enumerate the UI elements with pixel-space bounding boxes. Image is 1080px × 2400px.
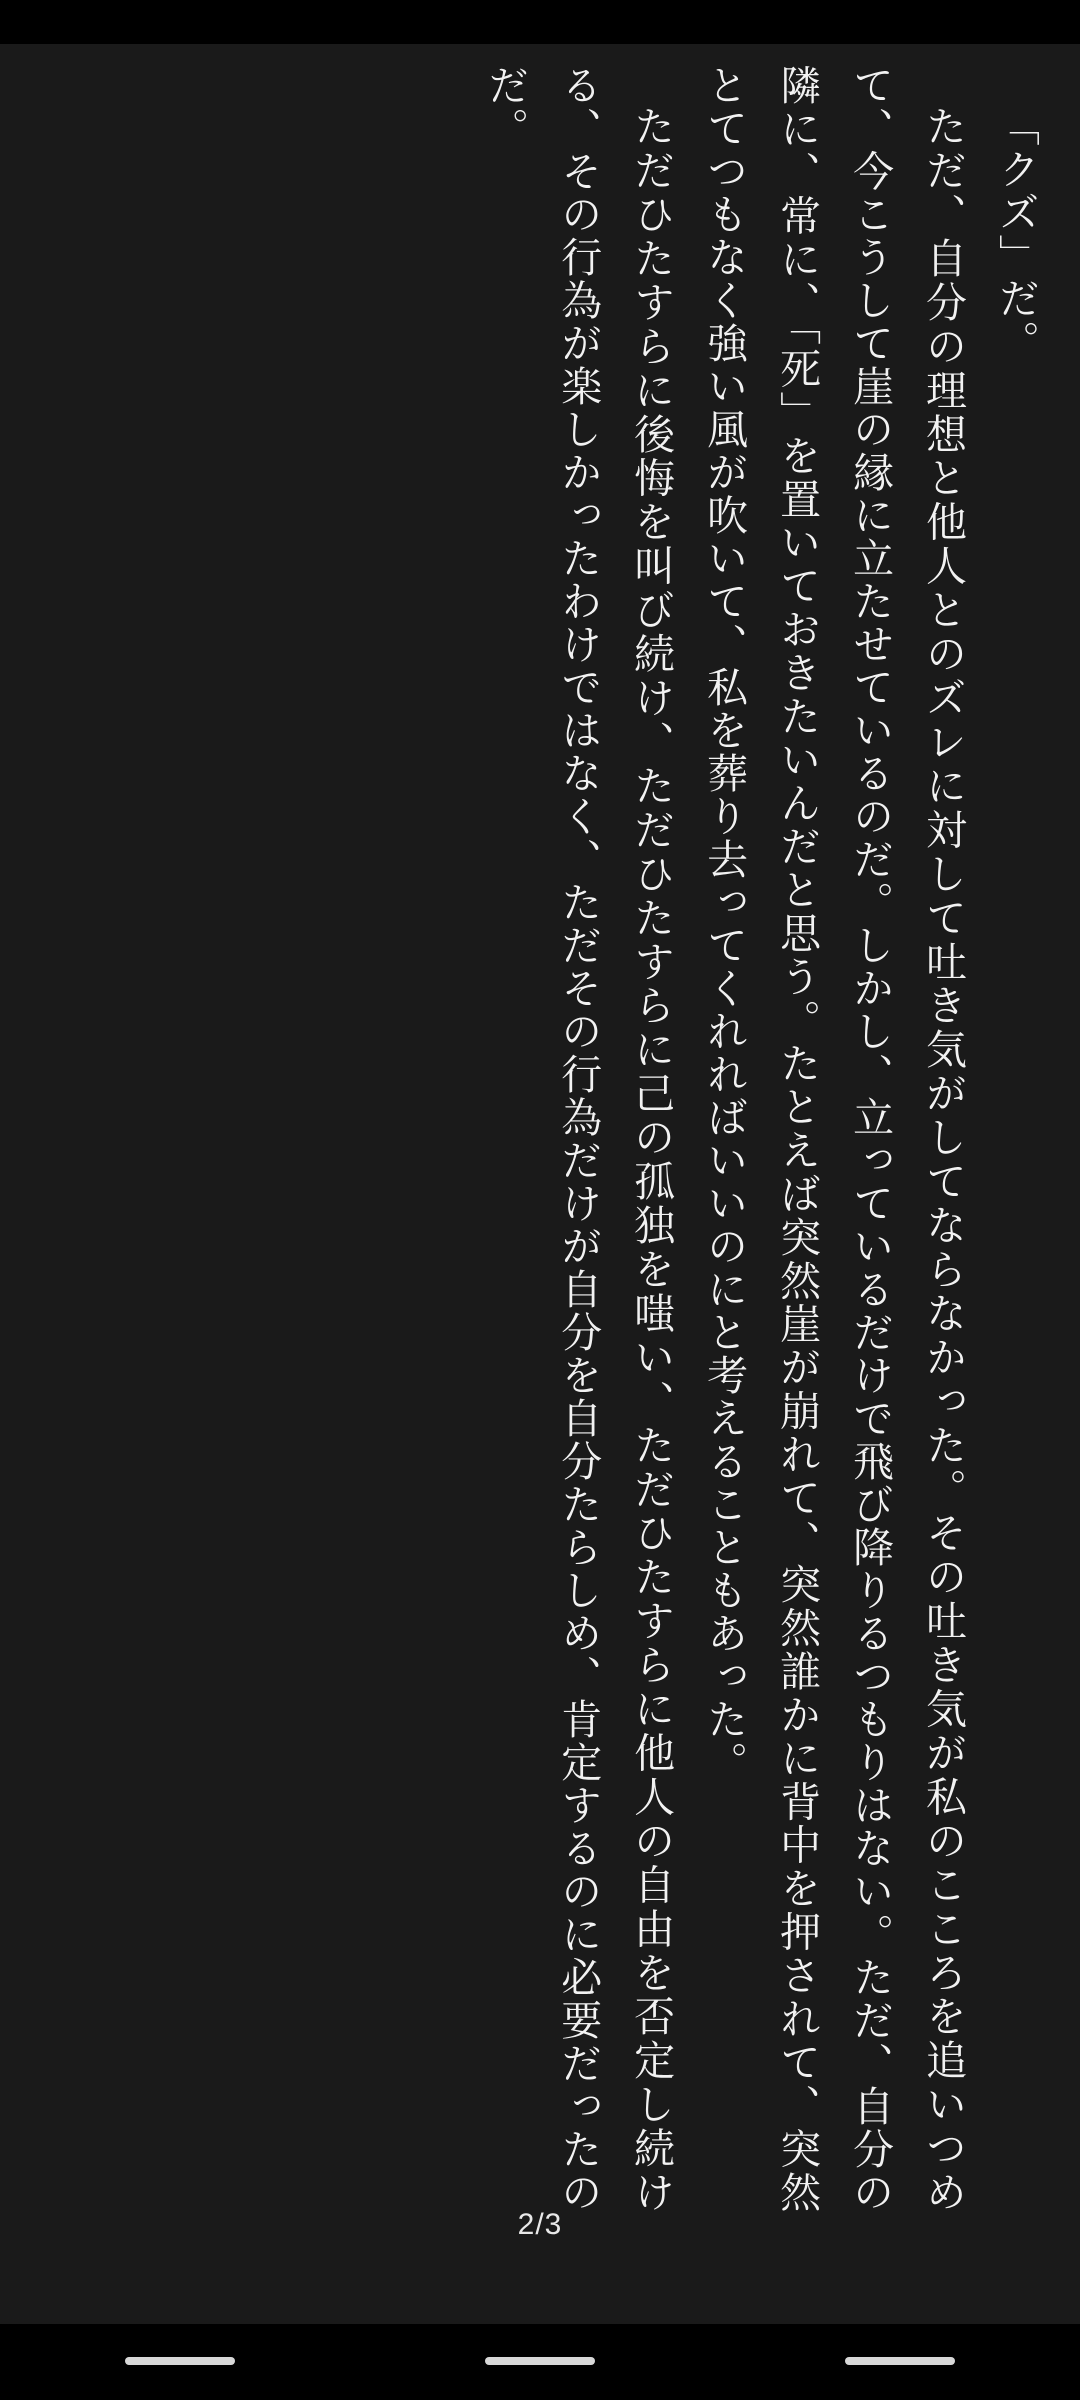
system-navigation-bar — [0, 2324, 1080, 2400]
paragraph: ただ、自分の理想と他人とのズレに対して吐き気がしてならなかった。その吐き気が私のこころを追いつめて、今こうして崖の縁に立たせているのだ。しかし、立っているだけで飛び降りるつもりはない。ただ、自分の隣に、常に、「死」を置いておきたいんだと思う。たとえば突然崖が崩れて、突然誰かに背中を押されて、突然とてつもなく強い風が吹いて、私を葬り去ってくれればいいのにと考えることもあった。 — [701, 64, 967, 2214]
page-indicator: 2/3 — [517, 2208, 563, 2241]
back-gesture-pill[interactable] — [125, 2357, 235, 2365]
paragraph: ただひたすらに後悔を叫び続け、ただひたすらに己の孤独を嗤い、ただひたすらに他人の自由を否定し続ける、その行為が楽しかったわけではなく、ただその行為だけが自分を自分たらしめ、肯定するのに必要だったのだ。 — [482, 64, 675, 2214]
reader-page[interactable] — [0, 44, 1080, 2324]
paragraph: 「クズ」だ。 — [993, 105, 1039, 363]
status-bar — [0, 0, 1080, 44]
recents-gesture-pill[interactable] — [845, 2357, 955, 2365]
vertical-text-body[interactable] — [28, 64, 1052, 2214]
home-gesture-pill[interactable] — [485, 2357, 595, 2365]
